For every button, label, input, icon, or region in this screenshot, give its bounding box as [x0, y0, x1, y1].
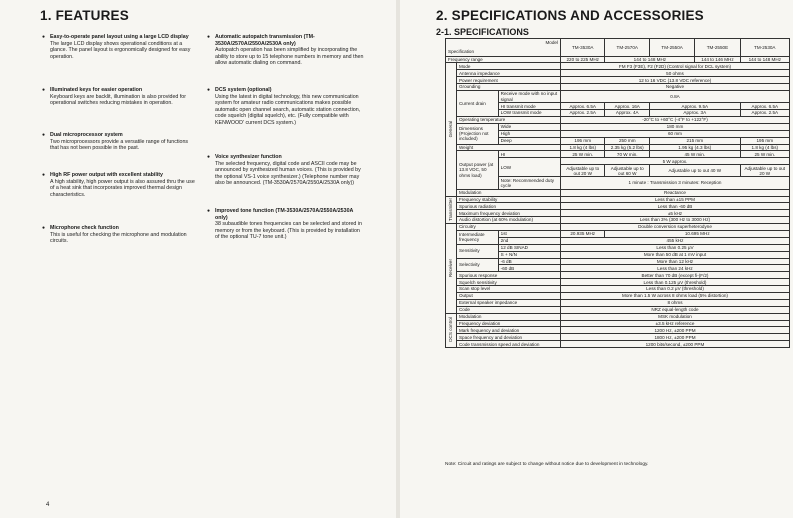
table-row: Frequency deviation ±3.5 kHz reference: [446, 320, 790, 327]
spec-model-header: Model Specification: [446, 39, 561, 57]
table-row: Spurious response Better than 70 dB (except fi-(F/2): [446, 272, 790, 279]
spec-table: [445, 38, 790, 348]
table-row: Weight 1.8 kg (4 lbs) 2.35 kg (5.2 lbs) 1.95 kg (4.3 lbs) 1.8 kg (4 lbs): [446, 144, 790, 151]
feature-tone: ● Improved tone function (TM-3530A/2570A/2550A/2530A only) 38 subaudible tones frequencies can be selected and stored in memory or from the keyboard. (This is provided by installation of the optional TU-7 tone unit.): [215, 208, 365, 241]
feature-mic-check: ● Microphone check function This is useful for checking the microphone and modulation circuits.: [50, 225, 195, 245]
table-row: Output power (at 13.8 VDC, 50 ohms load) HI 25 W min. 70 W min. 45 W min. 25 W min.: [446, 151, 790, 158]
spec-note: Note: Circuit and ratings are subject to change without notice due to development in technology.: [445, 462, 649, 467]
table-row: Maximum frequency deviation ±5 kHz: [446, 210, 790, 217]
table-row: LOW 5 W approx.: [446, 158, 790, 165]
table-row: Mark frequency and deviation 1200 Hz, ±200 PPM: [446, 327, 790, 334]
page-number: 4: [46, 502, 50, 508]
feature-rf-power: ● High RF power output with excellent stability A high stability, high power output is also assured thru the use of a heat sink that incorporates improved thermal design characteristics.: [50, 172, 195, 198]
table-row: Note: Recommended duty cycle 1 minute : Transmission 3 minutes: Reception: [446, 177, 790, 189]
table-row: General Mode FM F3 (F3E), F2 (F2D) (Control signal for DCL system): [446, 63, 790, 70]
table-row: Current drain Receive mode with no input signal 0.8A: [446, 91, 790, 103]
table-row: Antenna impedance 50 ohms: [446, 70, 790, 77]
table-row: Scan stop level Less than 0.2 μV (threshold): [446, 286, 790, 293]
table-row: Space frequency and deviation 1800 Hz, ±200 PPM: [446, 334, 790, 341]
table-row: Operating temperature -20°C to +60°C (-4°F to +122°F): [446, 117, 790, 124]
features-title: 1. FEATURES: [40, 8, 129, 23]
table-row: S + N/N More than 50 dB at 1 mV input: [446, 251, 790, 258]
specifications-title: 2. SPECIFICATIONS AND ACCESSORIES: [436, 8, 704, 23]
table-row: High 60 mm: [446, 130, 790, 137]
table-row: Grounding Negative: [446, 84, 790, 91]
table-row: Receiver Circuitry Double conversion superheterodyne: [446, 224, 790, 231]
table-row: Adjustable up to out 20 W Adjustable up to out 60 W Adjustable up to out 40 W Adjustable up to out 20 W: [446, 165, 790, 177]
specifications-page: [400, 0, 793, 518]
features-page: [0, 0, 396, 518]
feature-lcd: ● Easy-to-operate panel layout using a large LCD display The large LCD display shows operational conditions at a glance. The panel layout is ergonomically designed for easy operation.: [50, 34, 195, 60]
table-row: LOW transmit mode Approx. 2.5A Approx. 4A Approx. 3A Approx. 2.5A: [446, 110, 790, 117]
table-row: Squelch sensitivity Less than 0.125 μV (threshold): [446, 279, 790, 286]
section-general: General: [446, 63, 457, 196]
table-row: HI transmit mode Approx. 6.5A Approx. 16A Approx. 9.5A Approx. 6.5A: [446, 103, 790, 110]
table-row: Frequency range 220 to 225 MHz 144 to 148 MHz 144 to 146 MHz 144 to 148 MHz: [446, 56, 790, 63]
table-row: Dimensions (Projection not included) Wide 180 mm: [446, 123, 790, 130]
table-row: Power requirement 12 to 16 VDC (13.8 VDC reference): [446, 77, 790, 84]
table-row: Transmitter Frequency stability Less than ±15 PPM: [446, 196, 790, 203]
feature-voice-synth: ● Voice synthesizer function The selected frequency, digital code and ASCII code may be announced by synthesized human voices. (This is provided by the optional VS-1 voice synthesizer.) (Telephone number may also be announced. (TM-3530A/2570A/2550A/2530A only)): [215, 154, 365, 187]
table-row: Spurious radiation Less than -60 dB: [446, 203, 790, 210]
feature-dual-microprocessor: ● Dual microprocessor system Two microprocessors provide a versatile range of functions that has not been possible in the past.: [50, 132, 195, 152]
feature-illuminated-keys: ● Illuminated keys for easier operation Keyboard keys are backlit, illumination is also provided for operational switches reducing mistakes in operation.: [50, 87, 195, 107]
table-row: Deep 195 mm 250 mm 215 mm 195 mm: [446, 137, 790, 144]
table-row: Audio distortion (at 60% modulation) Less than 3% (300 Hz to 3000 Hz): [446, 217, 790, 224]
table-row: -60 dB Less than 24 kHz: [446, 265, 790, 272]
table-row: Output More than 1.5 W across 8 ohms load (5% distortion): [446, 292, 790, 299]
table-row: Sensitivity 12 dB SINAD Less than 0.25 μV: [446, 244, 790, 251]
table-row: 2nd 455 kHz: [446, 237, 790, 244]
section-transmitter: Transmitter: [446, 196, 457, 224]
section-receiver: Receiver: [446, 224, 457, 314]
table-row: Code NRZ equal-length code: [446, 306, 790, 313]
table-row: Model Specification TM-3530A TM-2570A TM-2550A TM-2550E TM-2530A: [446, 39, 790, 57]
table-row: DCS control Modulation MSK modulation: [446, 313, 790, 320]
table-row: Intermediate frequency 1st 20.935 MHz 10.695 MHz: [446, 230, 790, 237]
specifications-subtitle: 2-1. SPECIFICATIONS: [436, 27, 529, 37]
table-row: Selectivity -6 dB More than 12 kHz: [446, 258, 790, 265]
table-row: Code transmission speed and deviation 1200 bits/second, ±200 PPM: [446, 341, 790, 348]
table-row: Modulation Reactance: [446, 189, 790, 196]
feature-autopatch: ● Automatic autopatch transmission (TM-3530A/2570A/2550A/2530A only) Autopatch operation has been simplified by incorporating the ability to store up to 15 telephone numbers in memory and then allow automatic dialing on command.: [215, 34, 365, 67]
table-row: External speaker impedance 8 ohms: [446, 299, 790, 306]
feature-dcs: ● DCS system (optional) Using the latest in digital technology, this new communication system for amateur radio communications makes possible automatic open channel search, automatic station connection, code squelch (digital squelch), etc. (Fully compatible with KENWOOD' current DCS system.): [215, 87, 365, 127]
section-dcs-control: DCS control: [446, 313, 457, 347]
